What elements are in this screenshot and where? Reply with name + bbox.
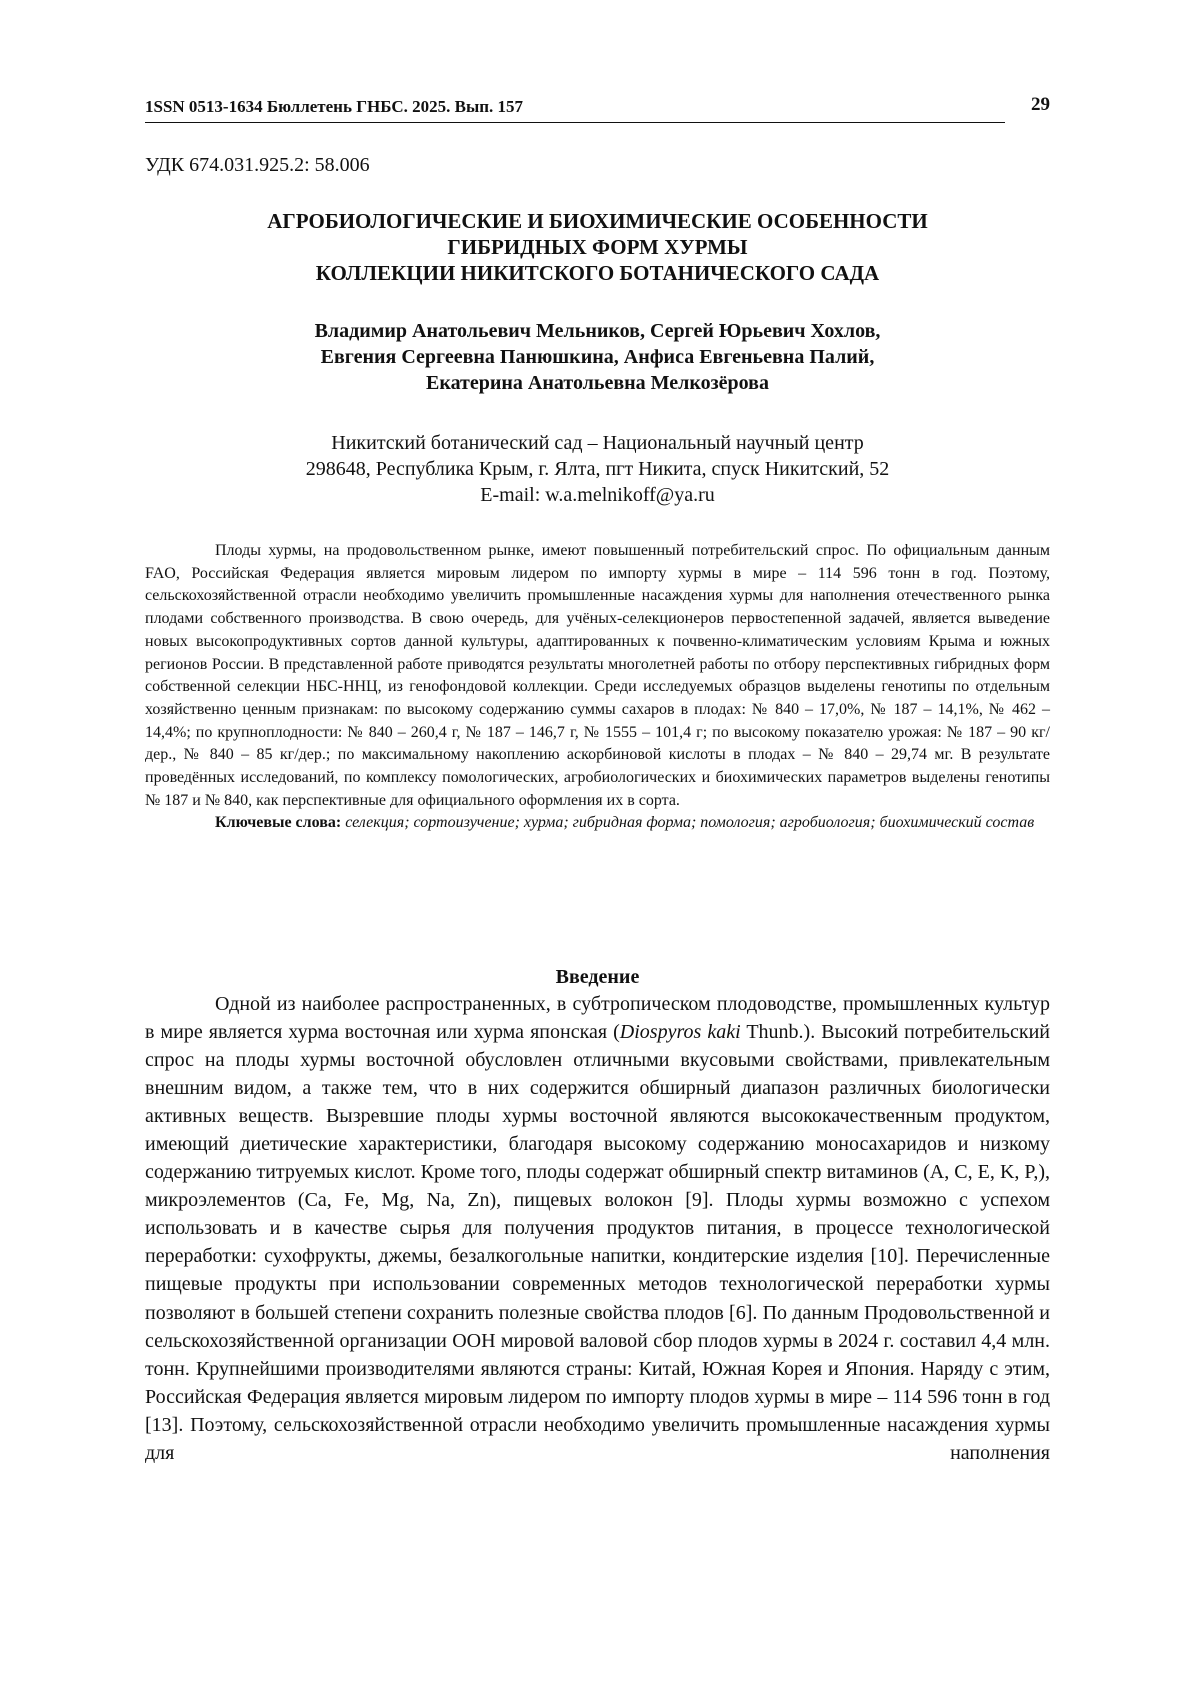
affiliation-block: [145, 430, 1050, 508]
affiliation-address: 298648, Республика Крым, г. Ялта, пгт Никита, спуск Никитский, 52: [305, 458, 890, 480]
keywords-list: селекция; сортоизучение; хурма; гибридная форма; помология; агробиология; биохимический состав: [345, 814, 1035, 832]
keywords-line: [145, 812, 1050, 835]
abstract-text: Плоды хурмы, на продовольственном рынке, имеют повышенный потребительский спрос. По официальным данным FAO, Российская Федерация является мировым лидером по импорту хурмы в мире – 114 596 тонн в год. Поэтому, сельскохозяйственной отрасли необходимо увеличить промышленные насаждения хурмы для наполнения отечественного рынка плодами собственного производства. В свою очередь, для учёных-селекционеров первостепенной задачей, является выведение новых высокопродуктивных сортов данной культуры, адаптированных к почвенно-климатическим условиям Крыма и южных регионов России. В представленной работе приводятся результаты многолетней работы по отбору перспективных гибридных форм собственной селекции НБС-ННЦ, из генофондовой коллекции. Среди исследуемых образцов выделены генотипы по отдельным хозяйственно ценным признакам: по высокому содержанию суммы сахаров в плодах: № 840 – 17,0%, № 187 – 14,1%, № 462 – 14,4%; по крупноплодности: № 840 – 260,4 г, № 187 – 146,7 г, № 1555 – 101,4 г; по высокому показателю урожая: № 187 – 90 кг/дер., № 840 – 85 кг/дер.; по максимальному накоплению аскорбиновой кислоты в плодах – № 840 – 29,74 мг. В результате проведённых исследований, по комплексу помологических, агробиологических и биохимических параметров выделены генотипы № 187 и № 840, как перспективные для официального оформления их в сорта.: [145, 542, 1050, 809]
intro-text-part-1: Одной из наиболее распространенных, в субтропическом плодоводстве, промышленных культур в мире является хурма восточная или хурма японская (: [145, 993, 1050, 1044]
keywords-label: Ключевые слова:: [215, 814, 342, 832]
authors-line-2: Евгения Сергеевна Панюшкина, Анфиса Евгеньевна Палий,: [320, 346, 875, 368]
species-name: Diospyros kaki: [619, 1021, 741, 1044]
introduction-body: [145, 990, 1050, 1467]
affiliation-email: E-mail: w.a.melnikoff@ya.ru: [480, 484, 715, 506]
abstract-block: [145, 540, 1050, 835]
author-list: [145, 318, 1050, 396]
journal-header: 1SSN 0513-1634 Бюллетень ГНБС. 2025. Вып. 157: [145, 96, 1005, 123]
affiliation-institution: Никитский ботанический сад – Национальный научный центр: [331, 432, 864, 454]
authors-line-3: Екатерина Анатольевна Мелкозёрова: [426, 372, 769, 394]
article-title: [145, 208, 1050, 286]
authors-line-1: Владимир Анатольевич Мельников, Сергей Юрьевич Хохлов,: [314, 320, 881, 342]
intro-text-part-2: Thunb.). Высокий потребительский спрос на плоды хурмы восточной обусловлен отличными вкусовыми свойствами, привлекательным внешним видом, а также тем, что в них содержится обширный диапазон различных биологически активных веществ. Вызревшие плоды хурмы восточной являются высококачественным продуктом, имеющий диетические характеристики, благодаря высокому содержанию моносахаридов и низкому содержанию титруемых кислот. Кроме того, плоды содержат обширный спектр витаминов (A, C, E, K, P,), микроэлементов (Ca, Fe, Mg, Na, Zn), пищевых волокон [9]. Плоды хурмы возможно с успехом использовать и в качестве сырья для получения продуктов питания, в процессе технологической переработки: сухофрукты, джемы, безалкогольные напитки, кондитерские изделия [10]. Перечисленные пищевые продукты при использовании современных методов технологической переработки хурмы позволяют в большей степени сохранить полезные свойства плодов [6]. По данным Продовольственной и сельскохозяйственной организации ООН мировой валовой сбор плодов хурмы в 2024 г. составил 4,4 млн. тонн. Крупнейшими производителями являются страны: Китай, Южная Корея и Япония. Наряду с этим, Российская Федерация является мировым лидером по импорту плодов хурмы в мире – 114 596 тонн в год [13]. Поэтому, сельскохозяйственной отрасли необходимо увеличить промышленные насаждения хурмы для наполнения: [145, 1021, 1050, 1464]
paper-page: [145, 0, 1050, 1698]
title-line-2: ГИБРИДНЫХ ФОРМ ХУРМЫ: [447, 235, 748, 259]
udk-code: УДК 674.031.925.2: 58.006: [145, 154, 370, 176]
introduction-paragraph: [145, 990, 1050, 1467]
section-heading-introduction: Введение: [555, 966, 640, 988]
title-line-1: АГРОБИОЛОГИЧЕСКИЕ И БИОХИМИЧЕСКИЕ ОСОБЕННОСТИ: [267, 209, 928, 233]
page-number: 29: [1031, 94, 1050, 115]
title-line-3: КОЛЛЕКЦИИ НИКИТСКОГО БОТАНИЧЕСКОГО САДА: [315, 261, 880, 285]
